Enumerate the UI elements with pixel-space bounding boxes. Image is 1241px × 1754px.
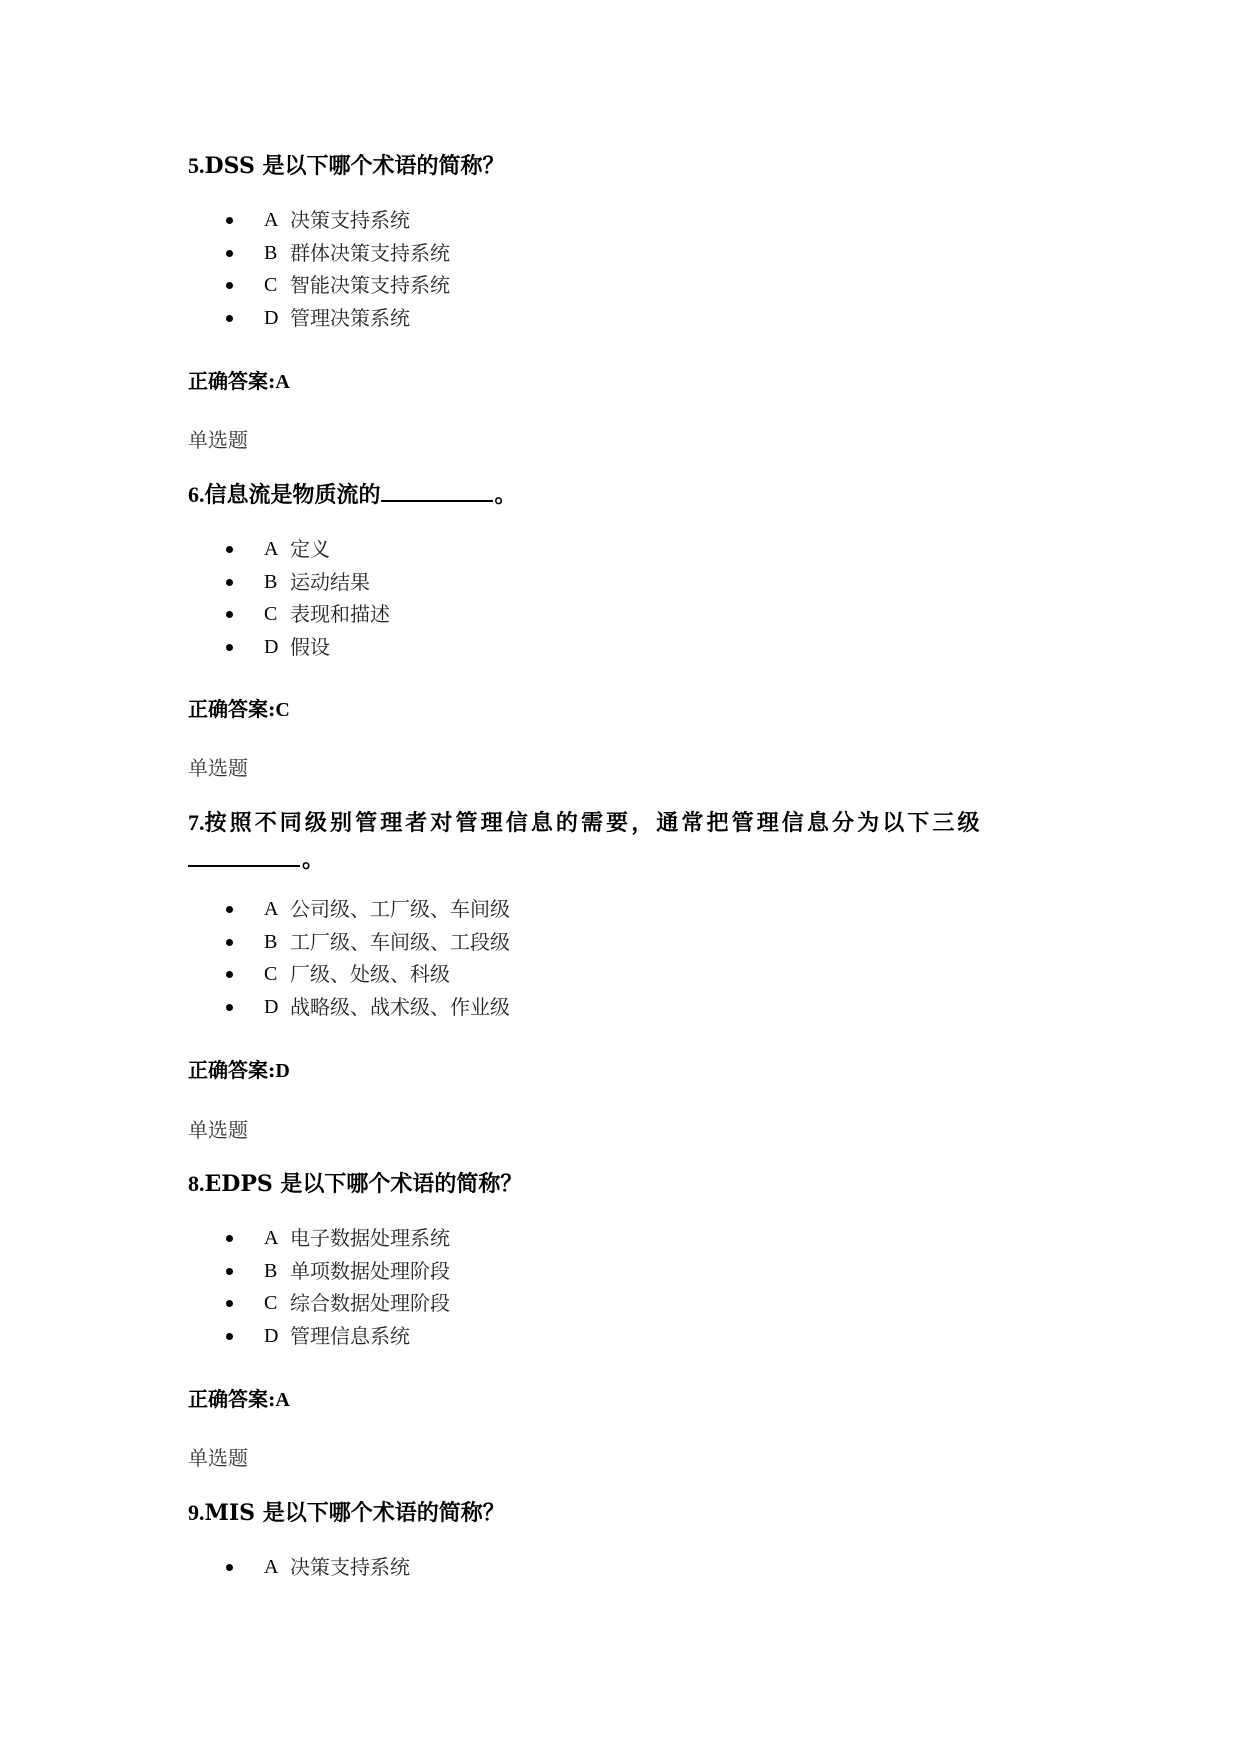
bullet-icon [226,611,233,618]
option-letter: B [264,241,278,264]
option-text: 厂级、处级、科级 [290,962,450,986]
question-number: 7. [188,810,205,835]
question-type: 单选题 [188,1446,248,1470]
option-text: 决策支持系统 [290,208,410,232]
question-title [188,149,505,183]
option-text: 智能决策支持系统 [290,273,450,297]
bullet-icon [226,1004,233,1011]
option-text: 综合数据处理阶段 [290,1291,450,1315]
bullet-icon [226,1235,233,1242]
answer-label: 正确答案: [188,1387,276,1411]
fill-blank [381,478,493,502]
answer-value: C [275,699,290,721]
option-letter: A [264,898,279,920]
correct-answer [188,694,290,725]
bullet-icon [226,906,233,913]
bullet-icon [226,579,233,586]
option-text: 运动结果 [290,569,370,594]
correct-answer [188,366,290,397]
bullet-icon [226,644,233,651]
question-type: 单选题 [188,428,248,452]
option-letter: B [264,930,278,953]
option-text: 公司级、工厂级、车间级 [290,897,510,921]
option-letter: D [264,995,279,1018]
correct-answer [188,1384,290,1415]
option-text: 定义 [290,537,330,561]
correct-answer [188,1055,290,1086]
option-letter: C [264,963,278,985]
question-text: 按照不同级别管理者对管理信息的需要，通常把管理信息分为以下三级 [204,810,983,836]
question-number: 5. [188,153,205,178]
question-title [188,1167,522,1201]
option-text: 群体决策支持系统 [290,240,450,265]
option-text: 单项数据处理阶段 [290,1258,450,1283]
option-text: 管理决策系统 [290,305,410,330]
bullet-icon [226,217,233,224]
option-letter: D [264,635,279,658]
bullet-icon [226,1333,233,1340]
option-letter: A [264,1227,279,1249]
question-title-continued [188,843,324,877]
bullet-icon [226,971,233,978]
question-title [188,1496,505,1530]
option-text: 管理信息系统 [290,1323,410,1348]
question-text: EDPS 是以下哪个术语的简称？ [204,1171,523,1197]
answer-label: 正确答案: [188,1058,276,1082]
option-text: 假设 [290,634,330,659]
question-title [188,806,983,840]
question-number: 8. [188,1171,205,1196]
bullet-icon [226,282,233,289]
option-letter: C [264,274,278,296]
question-type: 单选题 [188,1118,248,1142]
answer-value: D [275,1060,290,1082]
question-title [188,478,517,512]
question-type: 单选题 [188,756,248,780]
bullet-icon [226,939,233,946]
option-letter: C [264,603,278,625]
bullet-icon [226,1300,233,1307]
answer-value: A [275,371,290,393]
option-letter: C [264,1292,278,1314]
option-letter: A [264,538,279,560]
bullet-icon [226,1564,233,1571]
option-letter: A [264,1556,279,1578]
question-text: DSS 是以下哪个术语的简称？ [204,153,505,179]
option-text: 战略级、战术级、作业级 [290,994,510,1019]
option-text: 电子数据处理系统 [290,1226,450,1250]
bullet-icon [226,315,233,322]
option-text: 决策支持系统 [290,1555,410,1579]
answer-value: A [275,1389,290,1411]
answer-label: 正确答案: [188,697,276,721]
question-number: 9. [188,1500,205,1525]
bullet-icon [226,250,233,257]
fill-blank [188,843,300,867]
question-text: 信息流是物质流的 [204,482,381,508]
option-text: 表现和描述 [290,602,390,626]
answer-label: 正确答案: [188,369,276,393]
question-text: MIS 是以下哪个术语的简称？ [204,1500,505,1526]
bullet-icon [226,546,233,553]
option-letter: B [264,1259,278,1282]
option-letter: D [264,306,279,329]
question-number: 6. [188,482,205,507]
question-text-end: 。 [302,847,325,873]
option-letter: A [264,209,279,231]
option-letter: B [264,570,278,593]
option-letter: D [264,1324,279,1347]
bullet-icon [226,1268,233,1275]
question-text-end: 。 [494,482,517,508]
option-text: 工厂级、车间级、工段级 [290,929,510,954]
